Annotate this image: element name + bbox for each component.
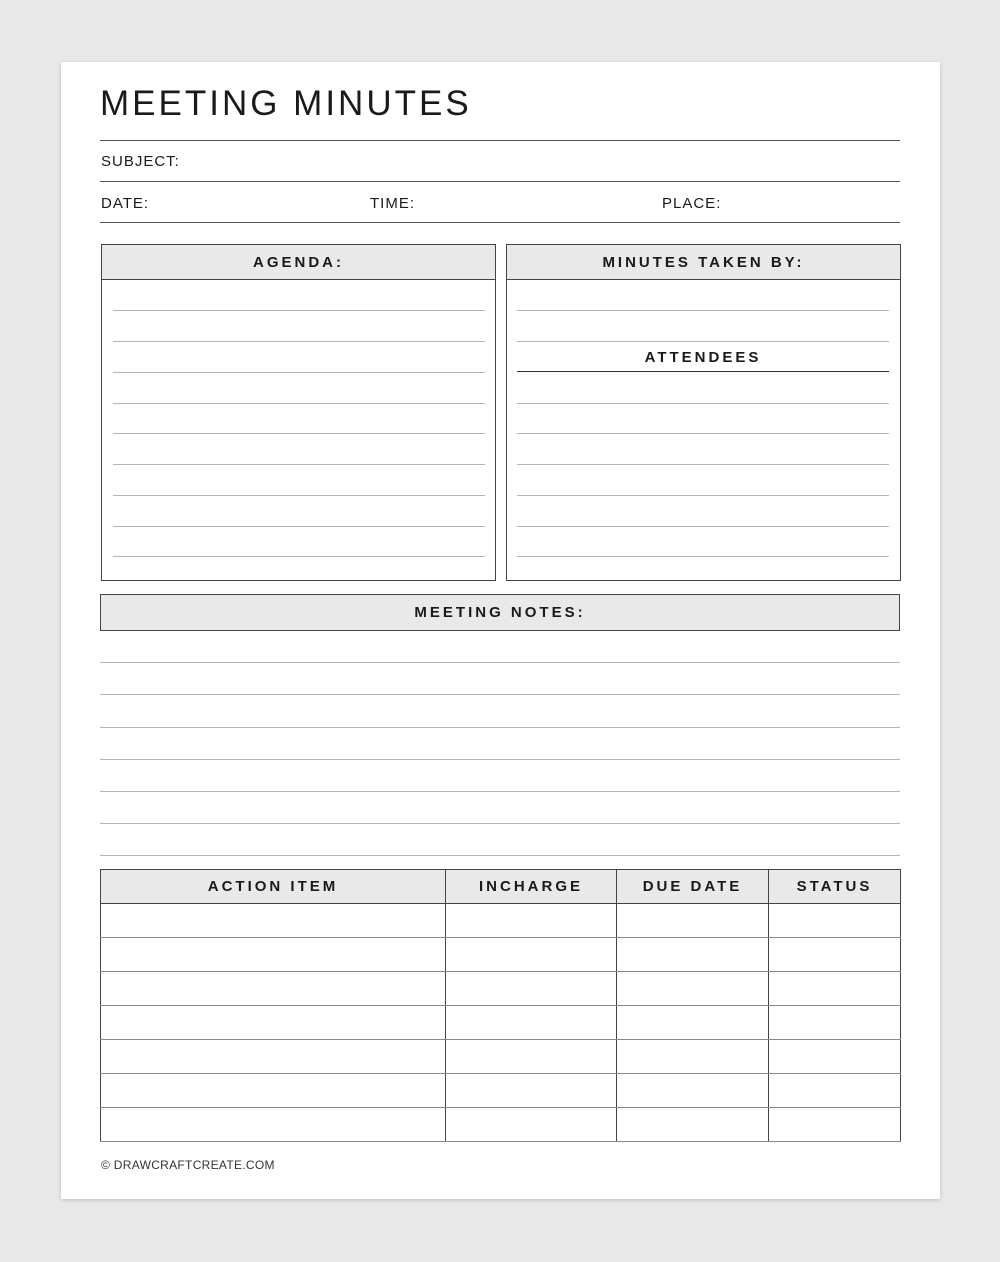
- incharge-cell[interactable]: [446, 904, 617, 938]
- table-row: [101, 1040, 901, 1074]
- due-date-cell[interactable]: [617, 1108, 769, 1142]
- incharge-cell[interactable]: [446, 1108, 617, 1142]
- status-cell[interactable]: [769, 938, 901, 972]
- action-item-cell[interactable]: [101, 1006, 446, 1040]
- incharge-cell[interactable]: [446, 1040, 617, 1074]
- notes-line[interactable]: [100, 791, 900, 792]
- subject-line[interactable]: [100, 181, 900, 182]
- notes-line[interactable]: [100, 662, 900, 663]
- attendee-line[interactable]: [517, 403, 889, 404]
- due-date-cell[interactable]: [617, 938, 769, 972]
- status-cell[interactable]: [769, 972, 901, 1006]
- incharge-cell[interactable]: [446, 938, 617, 972]
- action-item-cell[interactable]: [101, 972, 446, 1006]
- agenda-line[interactable]: [113, 372, 485, 373]
- minutes-taker-line[interactable]: [517, 310, 889, 311]
- agenda-line[interactable]: [113, 403, 485, 404]
- due-date-cell[interactable]: [617, 1006, 769, 1040]
- table-row: [101, 972, 901, 1006]
- column-header-incharge: INCHARGE: [446, 870, 617, 904]
- incharge-cell[interactable]: [446, 972, 617, 1006]
- agenda-line[interactable]: [113, 556, 485, 557]
- incharge-cell[interactable]: [446, 1074, 617, 1108]
- column-header-due-date: DUE DATE: [617, 870, 769, 904]
- minutes-taken-by-box: [506, 244, 901, 581]
- status-cell[interactable]: [769, 1040, 901, 1074]
- action-table-header-row: [101, 870, 901, 904]
- attendee-line[interactable]: [517, 495, 889, 496]
- agenda-box: [101, 244, 496, 581]
- action-item-cell[interactable]: [101, 1074, 446, 1108]
- minutes-taker-line[interactable]: [517, 341, 889, 342]
- attendee-line[interactable]: [517, 464, 889, 465]
- status-cell[interactable]: [769, 904, 901, 938]
- notes-line[interactable]: [100, 759, 900, 760]
- meeting-notes-header-box: [100, 594, 900, 631]
- due-date-cell[interactable]: [617, 904, 769, 938]
- notes-line[interactable]: [100, 727, 900, 728]
- notes-line[interactable]: [100, 823, 900, 824]
- title-divider: [100, 140, 900, 141]
- date-label: DATE:: [101, 195, 150, 212]
- date-time-place-line[interactable]: [100, 222, 900, 223]
- agenda-line[interactable]: [113, 495, 485, 496]
- table-row: [101, 1074, 901, 1108]
- action-items-table: [100, 869, 901, 1142]
- subject-label: SUBJECT:: [101, 153, 180, 170]
- action-item-cell[interactable]: [101, 1108, 446, 1142]
- table-row: [101, 904, 901, 938]
- table-row: [101, 938, 901, 972]
- action-item-cell[interactable]: [101, 904, 446, 938]
- agenda-heading: AGENDA:: [102, 245, 495, 280]
- agenda-line[interactable]: [113, 464, 485, 465]
- agenda-line[interactable]: [113, 341, 485, 342]
- notes-line[interactable]: [100, 694, 900, 695]
- due-date-cell[interactable]: [617, 1040, 769, 1074]
- column-header-action-item: ACTION ITEM: [101, 870, 446, 904]
- due-date-cell[interactable]: [617, 972, 769, 1006]
- action-item-cell[interactable]: [101, 938, 446, 972]
- notes-line[interactable]: [100, 855, 900, 856]
- agenda-line[interactable]: [113, 433, 485, 434]
- incharge-cell[interactable]: [446, 1006, 617, 1040]
- status-cell[interactable]: [769, 1006, 901, 1040]
- attendee-line[interactable]: [517, 433, 889, 434]
- attendee-line[interactable]: [517, 526, 889, 527]
- attendees-divider: [517, 371, 889, 372]
- due-date-cell[interactable]: [617, 1074, 769, 1108]
- column-header-status: STATUS: [769, 870, 901, 904]
- meeting-minutes-sheet: [61, 62, 940, 1199]
- agenda-line[interactable]: [113, 310, 485, 311]
- agenda-line[interactable]: [113, 526, 485, 527]
- table-row: [101, 1006, 901, 1040]
- table-row: [101, 1108, 901, 1142]
- place-label: PLACE:: [662, 195, 722, 212]
- meeting-notes-heading: MEETING NOTES:: [101, 595, 899, 630]
- status-cell[interactable]: [769, 1074, 901, 1108]
- page-title: MEETING MINUTES: [100, 84, 472, 123]
- status-cell[interactable]: [769, 1108, 901, 1142]
- time-label: TIME:: [370, 195, 415, 212]
- attendees-heading: ATTENDEES: [644, 349, 762, 366]
- copyright-footer: © DRAWCRAFTCREATE.COM: [101, 1158, 275, 1172]
- minutes-taken-by-heading: MINUTES TAKEN BY:: [507, 245, 900, 280]
- action-item-cell[interactable]: [101, 1040, 446, 1074]
- attendee-line[interactable]: [517, 556, 889, 557]
